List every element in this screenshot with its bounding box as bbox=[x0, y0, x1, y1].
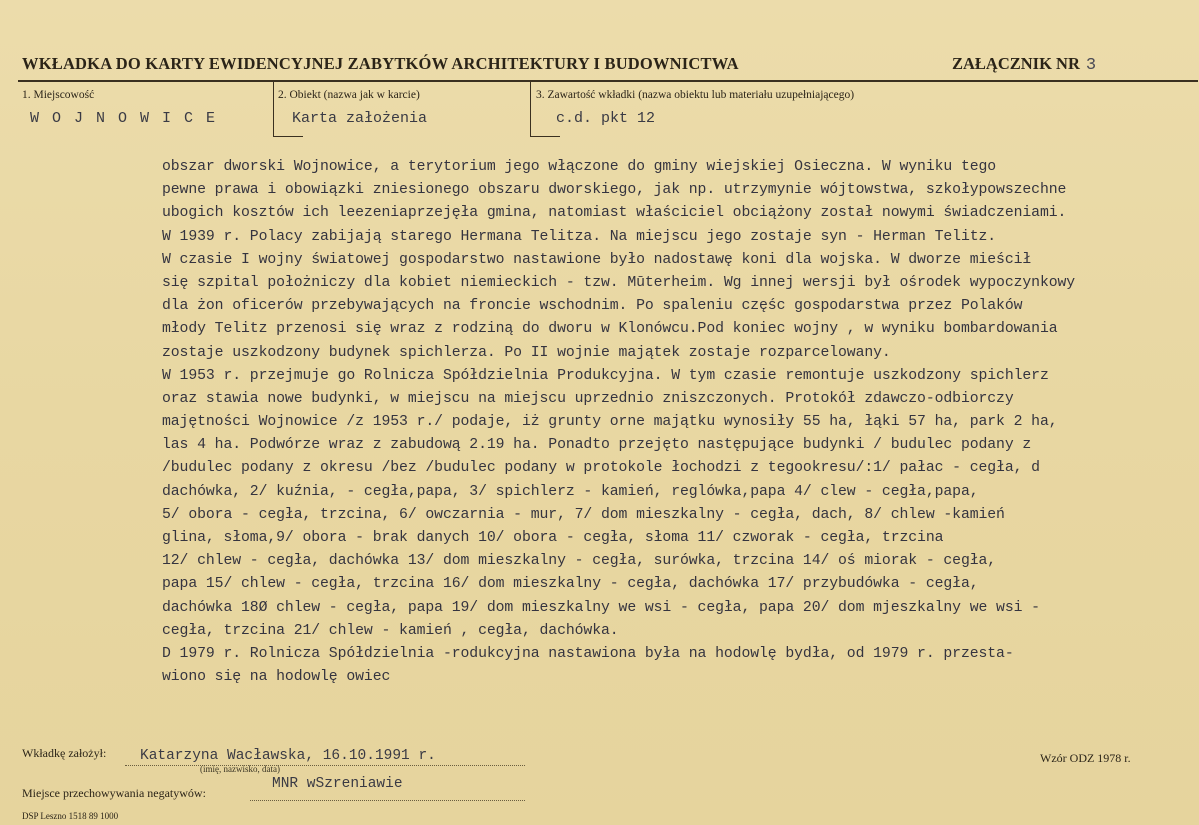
body-line: młody Telitz przenosi się wraz z rodziną do dworu w Klonówcu.Pod koniec wojny , w wyniku bombardowania bbox=[162, 321, 1058, 338]
field-1-bottom-tick bbox=[273, 136, 303, 137]
annex-number: 3 bbox=[1085, 56, 1097, 75]
object-label: 2. Obiekt (nazwa jak w karcie) bbox=[278, 89, 420, 101]
body-line: dachówka 18Ø chlew - cegła, papa 19/ dom mieszkalny we wsi - cegła, papa 20/ dom mjeszkalny we wsi - bbox=[162, 599, 1040, 616]
body-line: W czasie I wojny światowej gospodarstwo nastawione było nadostawę koni dla wojska. W dworze mieścił bbox=[162, 251, 1032, 268]
field-divider-2 bbox=[530, 82, 531, 136]
body-line: 12/ chlew - cegła, dachówka 13/ dom mieszkalny - cegła, surówka, trzcina 14/ oś miorak - cegła, bbox=[162, 553, 997, 570]
form-code: Wzór ODZ 1978 r. bbox=[1040, 751, 1131, 765]
body-line: papa 15/ chlew - cegła, trzcina 16/ dom mieszkalny - cegła, dachówka 17/ przybudówka - cegła, bbox=[162, 576, 979, 593]
body-line: glina, słoma,9/ obora - brak danych 10/ obora - cegła, słoma 11/ czworak - cegła, trzcina bbox=[162, 530, 944, 546]
locality-value: W O J N O W I C E bbox=[30, 110, 218, 127]
body-line: W 1953 r. przejmuje go Rolnicza Spółdzielnia Produkcyjna. W tym czasie remontuje uszkodzony spichlerz bbox=[162, 367, 1049, 384]
content-label: 3. Zawartość wkładki (nazwa obiektu lub materiału uzupełniającego) bbox=[536, 89, 855, 101]
body-line: W 1939 r. Polacy zabijają starego Hermana Telitza. Na miejscu jego zostaje syn - Herman Telitz. bbox=[162, 228, 997, 245]
body-line: cegła, trzcina 21/ chlew - kamień , cegła, dachówka. bbox=[162, 622, 619, 639]
created-by-label: Wkładkę założył: bbox=[22, 746, 107, 760]
object-value: Karta założenia bbox=[292, 110, 428, 127]
body-line: dla żon oficerów przebywających na froncie wschodnim. Po spaleniu częśc gospodarstwa przez Polaków bbox=[162, 298, 1023, 315]
field-divider-1 bbox=[273, 82, 274, 136]
body-line: wiono się na hodowlę owiec bbox=[162, 669, 391, 686]
body-line: obszar dworski Wojnowice, a terytorium jego włączone do gminy wiejskiej Osieczna. W wyniku tego bbox=[162, 159, 997, 175]
storage-label: Miejsce przechowywania negatywów: bbox=[22, 786, 206, 800]
body-line: się szpital położniczy dla kobiet niemieckich - tzw. Mūterheim. Wg innej wersji był ośrodek wypoczynkowy bbox=[162, 274, 1076, 291]
annex-label-text: ZAŁĄCZNIK NR bbox=[952, 54, 1080, 73]
created-by-dotted-line bbox=[125, 765, 525, 766]
body-line: oraz stawia nowe budynki, w miejscu na miejscu uprzednio zniszczonych. Protokół zdawczo-odbiorczy bbox=[162, 390, 1014, 407]
header-rule bbox=[18, 80, 1198, 82]
annex-label bbox=[952, 54, 1096, 75]
body-line: pewne prawa i obowiązki zniesionego obszaru dworskiego, jak np. utrzymynie wójtowstwa, szkołypowszechne bbox=[162, 182, 1067, 199]
created-by-caption: (imię, nazwisko, data) bbox=[200, 764, 280, 774]
body-line: /budulec podany z okresu /bez /budulec podany w protokole łochodzi z tegookresu/:1/ pałac - cegła, d bbox=[162, 460, 1040, 477]
created-by-value: Katarzyna Wacławska, 16.10.1991 r. bbox=[140, 748, 436, 764]
body-line: majętności Wojnowice /z 1953 r./ podaje, iż grunty orne majątku wynosiły 55 ha, łąki 57 ha, park 2 ha, bbox=[162, 414, 1058, 431]
form-title: WKŁADKA DO KARTY EWIDENCYJNEJ ZABYTKÓW ARCHITEKTURY I BUDOWNICTWA bbox=[22, 54, 739, 73]
print-info: DSP Leszno 1518 89 1000 bbox=[22, 811, 119, 821]
typed-body bbox=[162, 156, 1199, 689]
body-line: zostaje uszkodzony budynek spichlerza. Po II wojnie majątek zostaje rozparcelowany. bbox=[162, 344, 891, 361]
body-line: D 1979 r. Rolnicza Spółdzielnia -rodukcyjna nastawiona była na hodowlę bydła, od 1979 r. przesta- bbox=[162, 645, 1014, 662]
body-line: ubogich kosztów ich leezeniaprzejęła gmina, natomiast właściciel obciążony został nowymi świadczeniami. bbox=[162, 205, 1067, 222]
storage-value: MNR wSzreniawie bbox=[272, 776, 403, 792]
body-line: dachówka, 2/ kuźnia, - cegła,papa, 3/ spichlerz - kamień, reglówka,papa 4/ clew - cegła,papa, bbox=[162, 483, 979, 500]
locality-label: 1. Miejscowość bbox=[22, 89, 95, 101]
body-line: las 4 ha. Podwórze wraz z zabudową 2.19 ha. Ponadto przejęto następujące budynki / budulec podany z bbox=[162, 437, 1032, 454]
body-line: 5/ obora - cegła, trzcina, 6/ owczarnia - mur, 7/ dom mieszkalny - cegła, dach, 8/ chlew -kamień bbox=[162, 506, 1005, 523]
field-2-bottom-tick bbox=[530, 136, 560, 137]
storage-dotted-line bbox=[250, 800, 525, 801]
content-value: c.d. pkt 12 bbox=[556, 110, 656, 127]
